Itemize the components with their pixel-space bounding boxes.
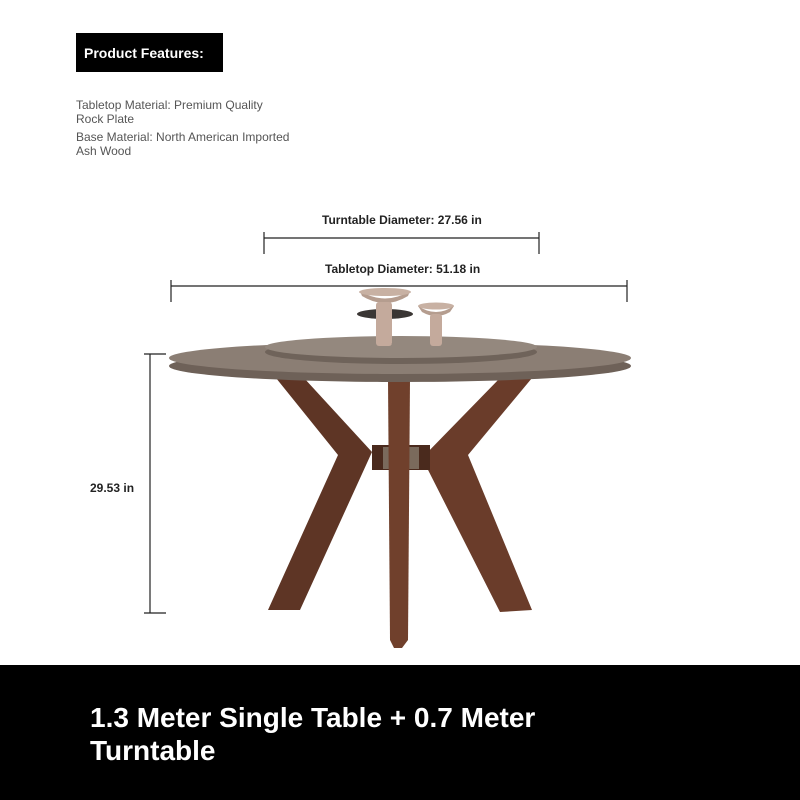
bottom-banner bbox=[0, 665, 800, 800]
leg-back-left bbox=[268, 378, 372, 610]
turntable-diameter-label: Turntable Diameter: 27.56 in bbox=[322, 213, 482, 227]
turntable-dimension-line bbox=[264, 232, 539, 254]
leg-center bbox=[388, 380, 410, 648]
feature-tabletop-material: Tabletop Material: Premium Quality Rock Plate bbox=[76, 98, 263, 126]
banner-title: 1.3 Meter Single Table + 0.7 Meter Turntable bbox=[90, 702, 536, 766]
feature-base-material: Base Material: North American Imported Ash Wood bbox=[76, 130, 290, 158]
height-label: 29.53 in bbox=[90, 481, 135, 495]
tabletop-diameter-label: Tabletop Diameter: 51.18 in bbox=[325, 262, 481, 276]
turntable bbox=[265, 336, 537, 364]
table-base bbox=[268, 378, 532, 648]
product-features-heading-text: Product Features: bbox=[84, 44, 204, 61]
height-dimension-line bbox=[144, 354, 166, 613]
leg-back-right bbox=[422, 378, 532, 612]
